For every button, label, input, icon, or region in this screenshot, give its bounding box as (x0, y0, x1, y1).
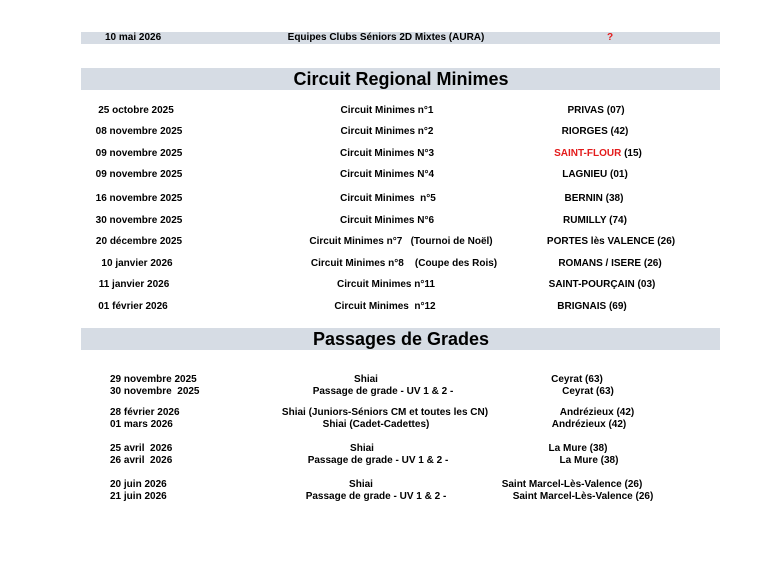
circuit-event: Circuit Minimes n°1 (340, 105, 434, 116)
grades-event: Passage de grade - UV 1 & 2 - (307, 455, 449, 466)
circuit-date: 25 octobre 2025 (98, 105, 174, 116)
circuit-event: Circuit Minimes n°12 (334, 301, 436, 312)
grades-event: Shiai (350, 443, 374, 454)
grades-date: 28 février 2026 (110, 407, 180, 418)
circuit-date: 30 novembre 2025 (95, 215, 183, 226)
circuit-event: Circuit Minimes n°5 (340, 193, 436, 204)
circuit-event: Circuit Minimes n°8 (Coupe des Rois) (310, 258, 498, 269)
grades-event: Shiai (Juniors-Séniors CM et toutes les CN) (281, 407, 489, 418)
grades-date: 26 avril 2026 (110, 455, 173, 466)
grades-event: Shiai (Cadet-Cadettes) (322, 419, 430, 430)
circuit-date: 20 décembre 2025 (95, 236, 183, 247)
grades-place: Andrézieux (42) (551, 419, 627, 430)
grades-place: Saint Marcel-Lès-Valence (26) (501, 479, 643, 490)
circuit-place: LAGNIEU (01) (562, 169, 628, 180)
circuit-date: 11 janvier 2026 (98, 279, 170, 290)
top-date: 10 mai 2026 (105, 32, 162, 43)
circuit-place: RUMILLY (74) (563, 215, 627, 226)
circuit-date: 09 novembre 2025 (95, 148, 183, 159)
grades-title: Passages de Grades (312, 329, 490, 349)
circuit-place: PORTES lès VALENCE (26) (546, 236, 676, 247)
grades-date: 01 mars 2026 (110, 419, 173, 430)
top-location: ? (606, 32, 614, 43)
circuit-date: 16 novembre 2025 (95, 193, 183, 204)
circuit-place: SAINT-FLOUR (15) (554, 148, 642, 159)
top-event: Equipes Clubs Séniors 2D Mixtes (AURA) (287, 32, 485, 43)
grades-date: 25 avril 2026 (110, 443, 173, 454)
circuit-event: Circuit Minimes n°2 (340, 126, 434, 137)
circuit-title: Circuit Regional Minimes (293, 69, 509, 89)
circuit-date: 08 novembre 2025 (95, 126, 183, 137)
grades-event: Shiai (349, 479, 373, 490)
circuit-event: Circuit Minimes N°3 (339, 148, 435, 159)
grades-place: Ceyrat (63) (562, 386, 614, 397)
circuit-place: ROMANS / ISERE (26) (558, 258, 662, 269)
circuit-event: Circuit Minimes N°4 (339, 169, 435, 180)
grades-place: La Mure (38) (559, 455, 619, 466)
grades-date: 21 juin 2026 (110, 491, 167, 502)
grades-place: Ceyrat (63) (551, 374, 603, 385)
circuit-place: SAINT-POURÇAIN (03) (548, 279, 656, 290)
grades-place: Andrézieux (42) (559, 407, 635, 418)
grades-date: 20 juin 2026 (110, 479, 167, 490)
circuit-place: BERNIN (38) (564, 193, 624, 204)
grades-event: Shiai (354, 374, 378, 385)
grades-event: Passage de grade - UV 1 & 2 - (305, 491, 447, 502)
grades-place: Saint Marcel-Lès-Valence (26) (512, 491, 654, 502)
grades-place: La Mure (38) (548, 443, 608, 454)
circuit-date: 01 février 2026 (98, 301, 168, 312)
circuit-date: 10 janvier 2026 (101, 258, 173, 269)
circuit-date: 09 novembre 2025 (95, 169, 183, 180)
grades-date: 29 novembre 2025 (110, 374, 197, 385)
grades-date: 30 novembre 2025 (110, 386, 200, 397)
circuit-place: RIORGES (42) (561, 126, 629, 137)
circuit-event: Circuit Minimes n°7 (Tournoi de Noël) (309, 236, 493, 247)
circuit-event: Circuit Minimes n°11 (337, 279, 435, 290)
circuit-event: Circuit Minimes N°6 (339, 215, 435, 226)
grades-event: Passage de grade - UV 1 & 2 - (312, 386, 454, 397)
circuit-place: BRIGNAIS (69) (557, 301, 627, 312)
circuit-place: PRIVAS (07) (567, 105, 625, 116)
